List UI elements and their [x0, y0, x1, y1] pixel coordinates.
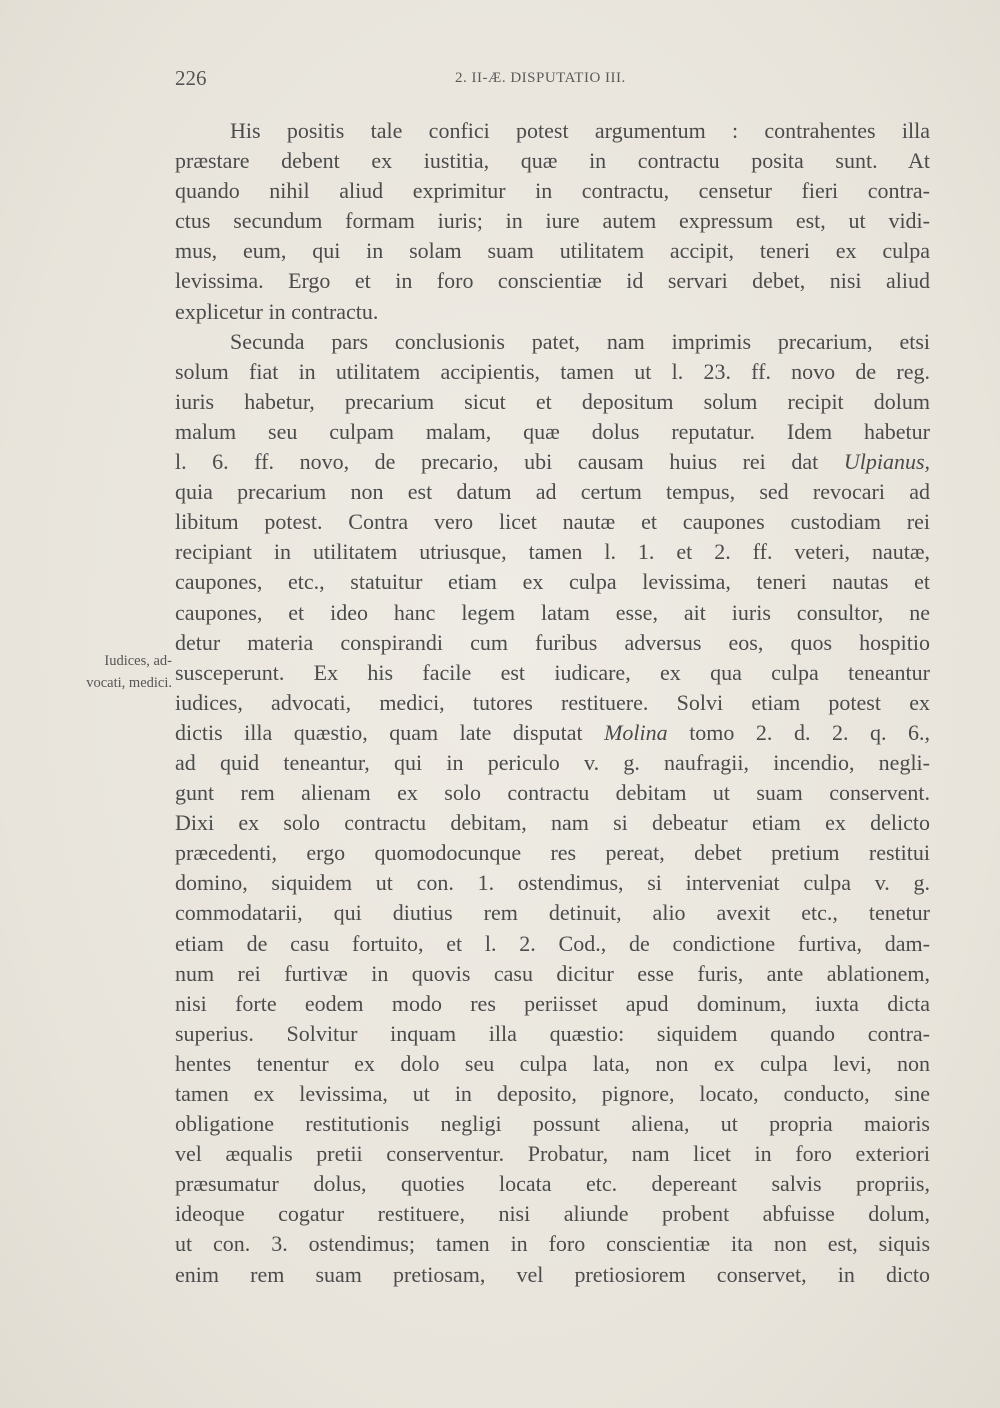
- italic-name: Molina: [604, 719, 668, 745]
- margin-note-line: Iudices, ad-: [104, 653, 172, 669]
- running-head: 2. II-Æ. DISPUTATIO III.: [455, 70, 626, 86]
- text-line: commodatarii, qui diutius rem detinuit, alio avexit etc., tenetur: [175, 900, 930, 926]
- text-line: præstare debent ex iustitia, quæ in contractu posita sunt. At: [175, 148, 930, 174]
- text-line: Secunda pars conclusionis patet, nam imprimis precarium, etsi: [230, 328, 930, 354]
- text-line: gunt rem alienam ex solo contractu debitam ut suam conservent.: [175, 780, 930, 806]
- text-line: libitum potest. Contra vero licet nautæ et caupones custodiam rei: [175, 509, 930, 535]
- italic-name: Ulpianus,: [843, 449, 931, 475]
- text-line: ad quid teneantur, qui in periculo v. g. naufragii, incendio, negli-: [175, 749, 930, 775]
- margin-note-line: vocati, medici.: [86, 675, 172, 691]
- text-line: His positis tale confici potest argumentum : contrahentes illa: [230, 118, 930, 143]
- text-line: domino, siquidem ut con. 1. ostendimus, si interveniat culpa v. g.: [175, 870, 930, 896]
- text-line: quia precarium non est datum ad certum tempus, sed revocari ad: [175, 479, 930, 505]
- text-line: susceperunt. Ex his facile est iudicare, ex qua culpa teneantur: [175, 659, 930, 685]
- text-line: caupones, et ideo hanc legem latam esse, ait iuris consultor, ne: [175, 599, 930, 625]
- margin-note: [74, 650, 172, 694]
- page-header: [175, 66, 930, 96]
- text-line: [175, 447, 930, 477]
- text-segment: dictis illa quæstio, quam late disputat: [175, 719, 583, 745]
- text-line: etiam de casu fortuito, et l. 2. Cod., de condictione furtiva, dam-: [175, 930, 930, 956]
- text-line: præsumatur dolus, quoties locata etc. depereant salvis propriis,: [175, 1171, 930, 1197]
- text-line: vel æqualis pretii conserventur. Probatur, nam licet in foro exteriori: [175, 1141, 930, 1167]
- text-line: iudices, advocati, medici, tutores restituere. Solvi etiam potest ex: [175, 689, 930, 715]
- text-line: ctus secundum formam iuris; in iure autem expressum est, ut vidi-: [175, 208, 930, 234]
- text-line: Dixi ex solo contractu debitam, nam si debeatur etiam ex delicto: [175, 810, 930, 836]
- text-line: mus, eum, qui in solam suam utilitatem accipit, teneri ex culpa: [175, 238, 930, 264]
- text-line: [175, 718, 930, 748]
- text-line: solum fiat in utilitatem accipientis, tamen ut l. 23. ff. novo de reg.: [175, 358, 930, 384]
- text-line: malum seu culpam malam, quæ dolus reputatur. Idem habetur: [175, 418, 930, 444]
- text-segment: l. 6. ff. novo, de precario, ubi causam huius rei dat: [175, 449, 819, 475]
- body-text: [175, 116, 930, 1290]
- text-line: superius. Solvitur inquam illa quæstio: siquidem quando contra-: [175, 1020, 930, 1046]
- text-line: num rei furtivæ in quovis casu dicitur esse furis, ante ablationem,: [175, 960, 930, 986]
- text-line: quando nihil aliud exprimitur in contractu, censetur fieri contra-: [175, 178, 930, 204]
- text-line: recipiant in utilitatem utriusque, tamen l. 1. et 2. ff. veteri, nautæ,: [175, 539, 930, 565]
- text-line: explicetur in contractu.: [175, 298, 379, 324]
- text-line: ut con. 3. ostendimus; tamen in foro conscientiæ ita non est, siquis: [175, 1231, 930, 1257]
- text-line: iuris habetur, precarium sicut et depositum solum recipit dolum: [175, 388, 930, 414]
- text-line: enim rem suam pretiosam, vel pretiosiorem conservet, in dicto: [175, 1261, 930, 1287]
- text-line: hentes tenentur ex dolo seu culpa lata, non ex culpa levi, non: [175, 1050, 930, 1076]
- text-line: obligatione restitutionis negligi possunt aliena, ut propria maioris: [175, 1111, 930, 1137]
- text-line: tamen ex levissima, ut in deposito, pignore, locato, conducto, sine: [175, 1081, 930, 1106]
- page-number: 226: [175, 66, 207, 90]
- text-line: levissima. Ergo et in foro conscientiæ id servari debet, nisi aliud: [175, 268, 930, 294]
- text-line: nisi forte eodem modo res periisset apud dominum, iuxta dicta: [175, 990, 930, 1016]
- text-line: caupones, etc., statuitur etiam ex culpa levissima, teneri nautas et: [175, 569, 930, 595]
- text-segment: tomo 2. d. 2. q. 6.,: [689, 719, 930, 745]
- text-line: præcedenti, ergo quomodocunque res pereat, debet pretium restitui: [175, 840, 930, 866]
- text-line: ideoque cogatur restituere, nisi aliunde probent abfuisse dolum,: [175, 1201, 930, 1227]
- text-line: detur materia conspirandi cum furibus adversus eos, quos hospitio: [175, 629, 930, 655]
